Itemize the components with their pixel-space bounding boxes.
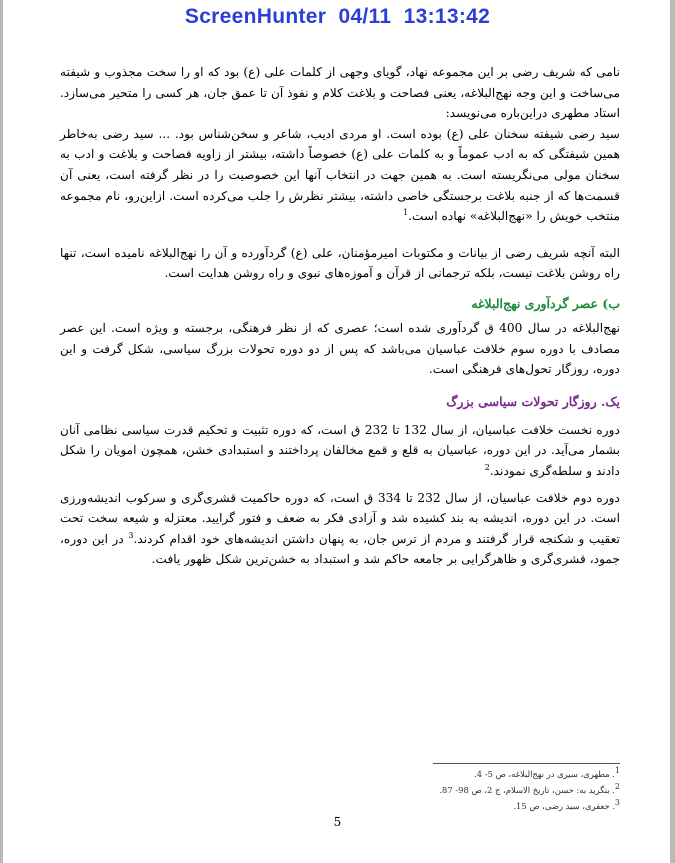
footnote-ref-2[interactable]: 2 [484,462,490,472]
section-heading-compilation-era: ب) عصر گردآوری نهج‌البلاغه [471,295,620,311]
footnote-1: $^1$. مطهری، سیری در نهج‌البلاغه، ص 5- 4. [474,766,620,779]
window-frame-left [0,0,3,863]
paragraph-compilation-era: نهج‌البلاغه در سال 400 ق گردآوری شده است؛ عصری که از نظر فرهنگی، برجسته و ویژه است. این عصر مصادف با دوره سوم خلافت عباسیان می‌باشد که پس از دو دوره تحولات بزرگ سیاسی، شکل گرفت و این دوره، روزگار تحول‌های فرهنگی است. [60,320,620,377]
paragraph-intro: نامی که شریف رضی بر این مجموعه نهاد، گویای وجهی از کلمات علی (ع) بود که او را سخت مجذوب و شیفته می‌ساخت و این وجه نهج‌البلاغه، یعنی فصاحت و بلاغت کلام و نفوذ آن تا عمق جان، هر کسی را متحیر می‌سازد. استاد مطهری دراین‌باره می‌نویسد: [60,65,620,121]
footnotes [420,766,620,814]
subsection-heading-political-changes: یک. روزگار تحولات سیاسی بزرگ [446,393,620,409]
screenhunter-banner: ScreenHunter 04/11 13:13:42 [184,5,491,28]
footnote-ref-3[interactable]: 3 [128,530,134,540]
second-period-text-a: دوره دوم خلافت عباسیان، از سال 232 تا 334 ق است، که دوره حاکمیت قشری‌گری و سرکوب اندیشه‌ورزی است. در این دوره، اندیشه به بند کشیده شد و آزادی فکر به ضعف و فتور گرایید. معتزله و شیعه سخت تحت تعقیب و شکنجه قرار گرفتند و مردم از ترس جان، به پنهان داشتن اندیشه‌های خود اقدام کردند. [60,490,620,546]
paragraph-first-period [60,420,620,482]
footnote-ref-1[interactable]: 1 [403,208,409,218]
quote-text: سید رضی شیفته سخنان علی (ع) بوده است. او مردی ادیب، شاعر و سخن‌شناس بود. ... سید رضی به‌خاطر همین شیفتگی که به ادب عموماً و به کلمات علی (ع) خصوصاً داشته، بیشتر از زاویه فصاحت و بلاغت و ادب به سخنان مولی می‌نگریسته است. به همین جهت در انتخاب آنها این خصوصیت را در نظر گرفته است، یعنی آن قسمت‌ها که از جنبه بلاغت برجستگی خاصی داشته، بیشتر نظرش را جلب می‌کرده است. ازاین‌رو، نام مجموعه منتخب خویش را «نهج‌البلاغه» نهاده است. [60,126,620,224]
first-period-text: دوره نخست خلافت عباسیان، از سال 132 تا 232 ق است، که دوره تثبیت و تحکیم قدرت سیاسی نظامی آنان بشمار می‌آید. در این دوره، عباسیان به قلع و قمع مخالفان پرداختند و استبدادی خشن، همچون امویان را شکل دادند و سلطه‌گری نمودند. [60,422,620,478]
paragraph-second-period [60,488,620,570]
window-frame-right [670,0,675,863]
footnote-2: $^2$. بنگرید به: حسن، تاریخ الاسلام، ج 2، ص 98- 87. [439,782,620,795]
footnote-divider [433,763,620,764]
paragraph-quote [60,124,620,227]
paragraph-nahj-guidance: البته آنچه شریف رضی از بیانات و مکتوبات امیرمؤمنان، علی (ع) گردآورده و آن را نهج‌البلاغه نامیده است، تنها راه روشن بلاغت نیست، بلکه ترجمانی از قرآن و آموزه‌های نبوی و راه روشن هدایت است. [60,245,620,281]
document-page [60,62,620,570]
second-period-text-b: در این دوره، جمود، قشری‌گری و ظاهرگرایی بر جامعه حاکم شد و استبداد به خشن‌ترین شکل ظهور یافت. [60,531,620,567]
footnote-3: $^3$. جعفری، سید رضی، ص 15. [513,798,620,811]
page-number: 5 [333,815,342,829]
